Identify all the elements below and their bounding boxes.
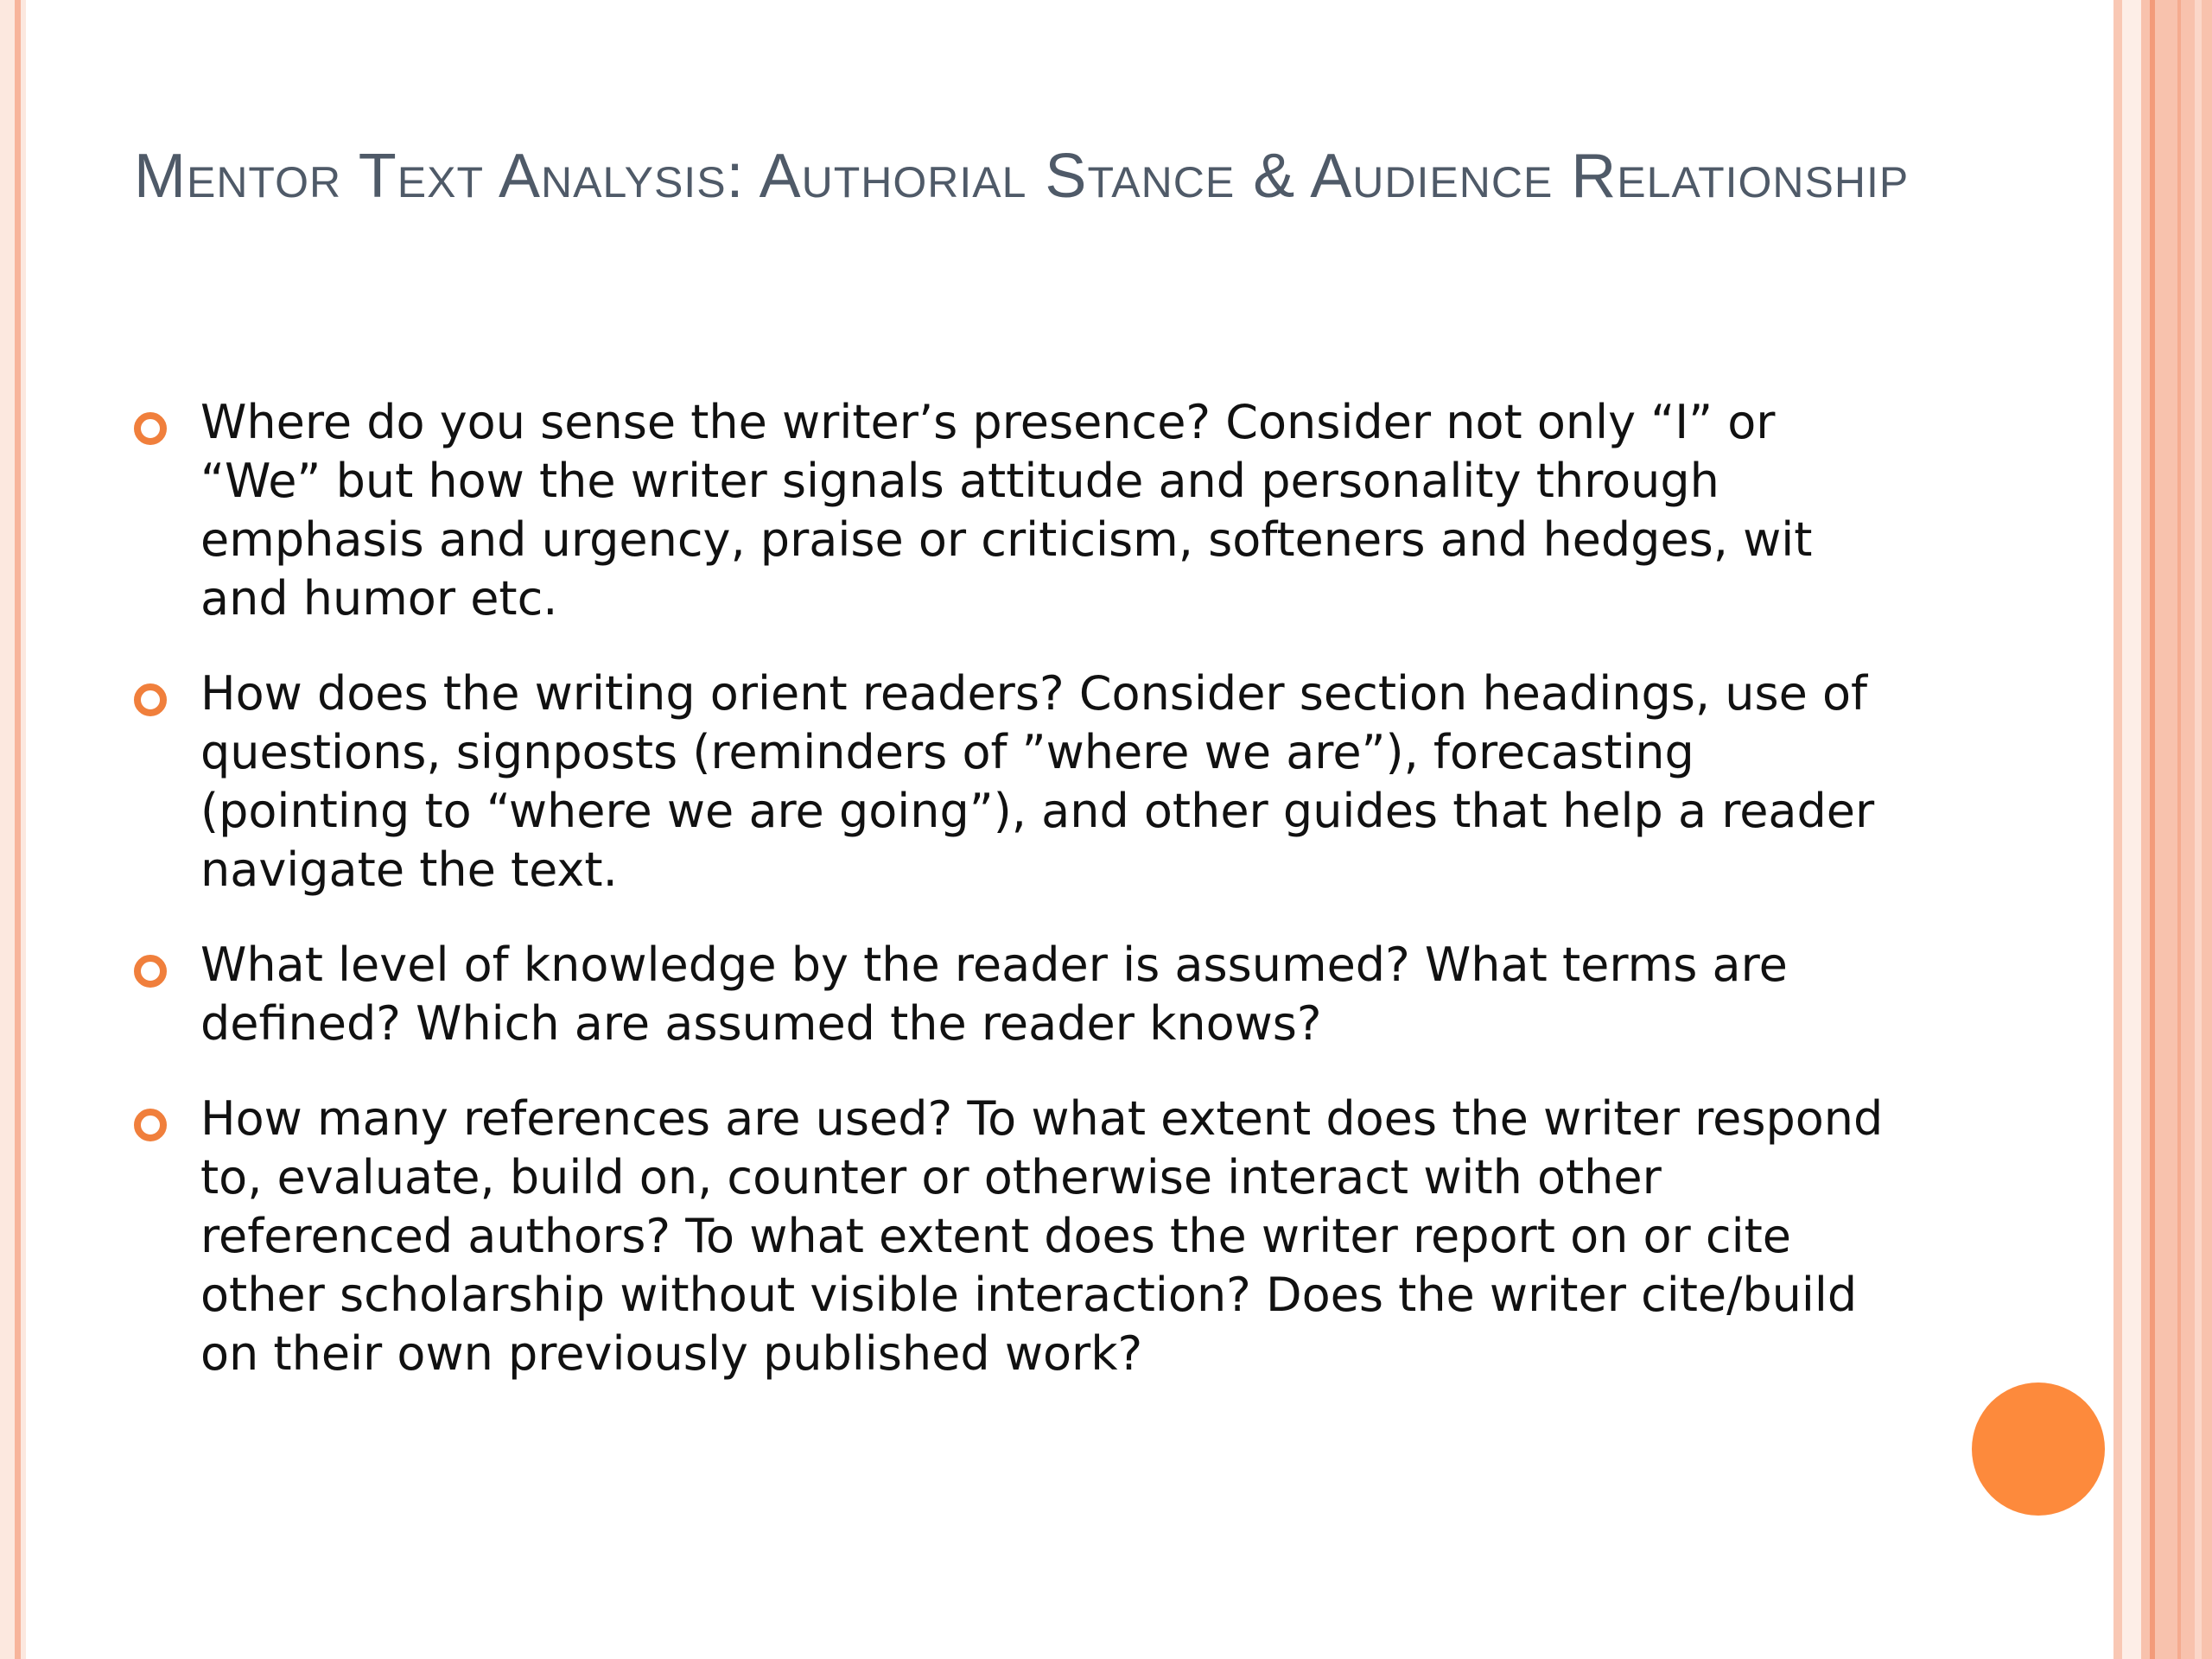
bullet-item <box>134 664 1905 899</box>
bullet-text: What level of knowledge by the reader is assumed? What terms are defined? Which are assumed the reader knows? <box>200 938 1788 1051</box>
right-border-stripe <box>2177 0 2181 1659</box>
right-border-stripe <box>2113 0 2122 1659</box>
bullet-item <box>134 1090 1905 1383</box>
hollow-circle-bullet-icon <box>134 412 167 445</box>
right-border-stripe <box>2195 0 2202 1659</box>
bullet-item <box>134 393 1905 628</box>
right-border-gap <box>2122 0 2141 1659</box>
left-border <box>0 0 26 1659</box>
bullet-text: Where do you sense the writer’s presence? Consider not only “I” or “We” but how the writer signals attitude and personality through emphasis and urgency, praise or criticism, softeners and hedges, wit and humor etc. <box>200 395 1813 626</box>
bullet-list <box>134 393 1905 1420</box>
hollow-circle-bullet-icon <box>134 683 167 716</box>
decorative-orange-circle <box>1972 1382 2105 1516</box>
slide-title: Mentor Text Analysis: Authorial Stance & Audience Relationship <box>134 142 1910 211</box>
hollow-circle-bullet-icon <box>134 955 167 988</box>
bullet-text: How does the writing orient readers? Consider section headings, use of questions, signposts (reminders of ”where we are”), forecasting (pointing to “where we are going”), and other guides that help a reader navigate the text. <box>200 666 1875 897</box>
right-border-stripe <box>2150 0 2155 1659</box>
bullet-text: How many references are used? To what extent does the writer respond to, evaluate, build on, counter or otherwise interact with other referenced authors? To what extent does the writer report on or cite other scholarship without visible interaction? Does the writer cite/build on their own previously published work? <box>200 1091 1884 1381</box>
hollow-circle-bullet-icon <box>134 1109 167 1141</box>
left-border-line <box>15 0 21 1659</box>
bullet-item <box>134 936 1905 1053</box>
